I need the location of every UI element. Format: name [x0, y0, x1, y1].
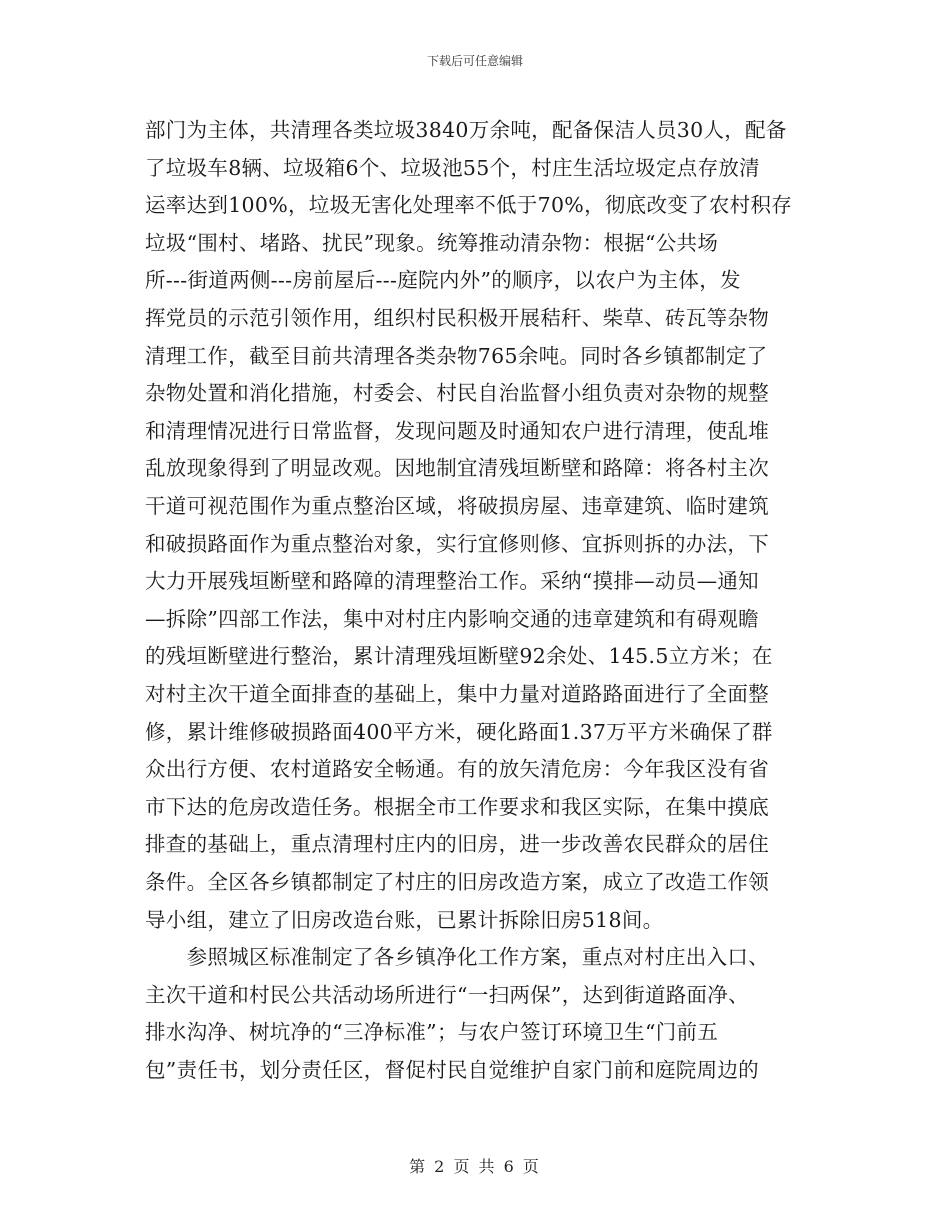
text-line: 大力开展残垣断壁和路障的清理整治工作。采纳“摸排—动员—通知 — [145, 569, 759, 594]
text-line: 清理工作，截至目前共清理各类杂物765余吨。同时各乡镇都制定了 — [145, 343, 768, 368]
text-line: 条件。全区各乡镇都制定了村庄的旧房改造方案，成立了改造工作领 — [145, 870, 769, 894]
text-line: 导小组，建立了旧房改造台账，已累计拆除旧房518间。 — [145, 907, 664, 932]
text-line: 主次干道和村民公共活动场所进行“一扫两保”，达到街道路面净、 — [145, 982, 749, 1007]
text-line: 杂物处置和消化措施，村委会、村民自治监督小组负责对杂物的规整 — [145, 381, 769, 406]
text-line: 和破损路面作为重点整治对象，实行宜修则修、宜拆则拆的办法，下 — [145, 531, 769, 556]
text-line: 对村主次干道全面排查的基础上，集中力量对道路路面进行了全面整 — [145, 682, 769, 706]
text-line: 挥党员的示范引领作用，组织村民积极开展秸秆、柴草、砖瓦等杂物 — [145, 306, 769, 330]
text-line: 排查的基础上，重点清理村庄内的旧房，进一步改善农民群众的居住 — [145, 832, 769, 857]
text-line: 市下达的危房改造任务。根据全市工作要求和我区实际，在集中摸底 — [145, 794, 769, 819]
text-line: —拆除”四部工作法，集中对村庄内影响交通的违章建筑和有碍观瞻 — [145, 606, 759, 631]
text-line: 运率达到100%，垃圾无害化处理率不低于70%，彻底改变了农村积存 — [145, 193, 793, 218]
text-line: 众出行方便、农村道路安全畅通。有的放矢清危房：今年我区没有省 — [145, 757, 769, 782]
text-line: 和清理情况进行日常监督，发现问题及时通知农户进行清理，使乱堆 — [145, 418, 769, 443]
page-number-footer: 第 2 页 共 6 页 — [409, 1157, 541, 1176]
text-line: 所---街道两侧---房前屋后---庭院内外”的顺序，以农户为主体，发 — [145, 268, 741, 293]
text-line: 乱放现象得到了明显改观。因地制宜清残垣断壁和路障：将各村主次 — [145, 456, 769, 481]
text-line: 修，累计维修破损路面400平方米，硬化路面1.37万平方米确保了群 — [145, 719, 773, 744]
page-header-caption: 下载后可任意编辑 — [426, 54, 523, 68]
text-line: 干道可视范围作为重点整治区域，将破损房屋、违章建筑、临时建筑 — [145, 494, 769, 518]
text-line: 垃圾“围村、堵路、扰民”现象。统筹推动清杂物：根据“公共场 — [145, 230, 719, 255]
text-line: 包”责任书，划分责任区，督促村民自觉维护自家门前和庭院周边的 — [145, 1058, 759, 1082]
paragraph-start-line: 参照城区标准制定了各乡镇净化工作方案，重点对村庄出入口、 — [145, 945, 769, 970]
text-line: 了垃圾车8辆、垃圾箱6个、垃圾池55个，村庄生活垃圾定点存放清 — [145, 155, 760, 180]
text-line: 排水沟净、树坑净的“三净标准”；与农户签订环境卫生“门前五 — [145, 1020, 719, 1045]
text-line: 的残垣断壁进行整治，累计清理残垣断壁92余处、145.5立方米；在 — [145, 644, 773, 669]
text-line: 部门为主体，共清理各类垃圾3840万余吨，配备保洁人员30人，配备 — [145, 118, 787, 142]
